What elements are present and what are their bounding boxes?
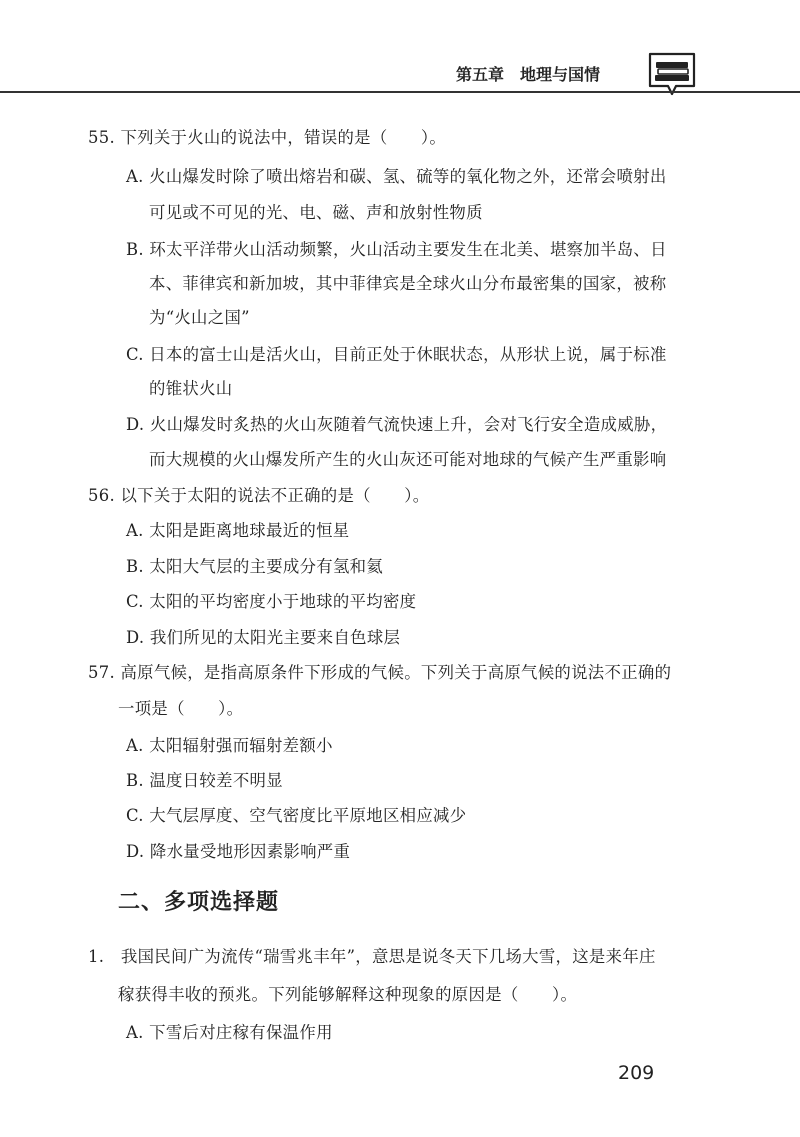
q57-option-c: C. 大气层厚度、空气密度比平原地区相应减少 [126,806,467,825]
page-number: 209 [618,1062,655,1084]
q56-stem: 56. 以下关于太阳的说法不正确的是（ ）。 [88,486,430,505]
q55-option-d-line1: D. 火山爆发时炙热的火山灰随着气流快速上升，会对飞行安全造成威胁， [126,415,668,434]
q55-option-d-line2: 而大规模的火山爆发所产生的火山灰还可能对地球的气候产生严重影响 [149,450,667,469]
q57-stem-line2: 一项是（ ）。 [118,699,244,718]
q56-option-b: B. 太阳大气层的主要成分有氢和氦 [126,557,384,576]
q57-option-a: A. 太阳辐射强而辐射差额小 [126,736,333,755]
q57-option-b: B. 温度日较差不明显 [126,771,283,790]
q55-option-b-line2: 本、菲律宾和新加坡，其中菲律宾是全球火山分布最密集的国家，被称 [149,274,667,293]
q55-option-c-line1: C. 日本的富士山是活火山，目前正处于休眠状态，从形状上说，属于标准 [126,345,667,364]
q55-option-b-line1: B. 环太平洋带火山活动频繁，火山活动主要发生在北美、堪察加半岛、日 [126,240,667,259]
q55-option-b-line3: 为“火山之国” [149,308,250,327]
q56-option-c: C. 太阳的平均密度小于地球的平均密度 [126,592,417,611]
multi-q1-stem-line1: 1. 我国民间广为流传“瑞雪兆丰年”，意思是说冬天下几场大雪，这是来年庄 [88,947,656,966]
multi-q1-stem-line2: 稼获得丰收的预兆。下列能够解释这种现象的原因是（ ）。 [118,985,578,1004]
q57-option-d: D. 降水量受地形因素影响严重 [126,842,351,861]
q55-stem: 55. 下列关于火山的说法中，错误的是（ ）。 [88,128,447,147]
chapter-title: 第五章 地理与国情 [456,65,601,84]
multi-q1-option-a: A. 下雪后对庄稼有保温作用 [126,1023,333,1042]
q56-option-a: A. 太阳是距离地球最近的恒星 [126,521,350,540]
q56-option-d: D. 我们所见的太阳光主要来自色球层 [126,628,401,647]
header-rule [0,91,800,93]
q55-option-a-line2: 可见或不可见的光、电、磁、声和放射性物质 [149,203,483,222]
q55-option-c-line2: 的锥状火山 [149,379,233,398]
q57-stem-line1: 57. 高原气候，是指高原条件下形成的气候。下列关于高原气候的说法不正确的 [88,663,672,682]
section-title: 二、多项选择题 [118,890,280,915]
q55-option-a-line1: A. 火山爆发时除了喷出熔岩和碳、氢、硫等的氧化物之外，还常会喷射出 [126,167,667,186]
